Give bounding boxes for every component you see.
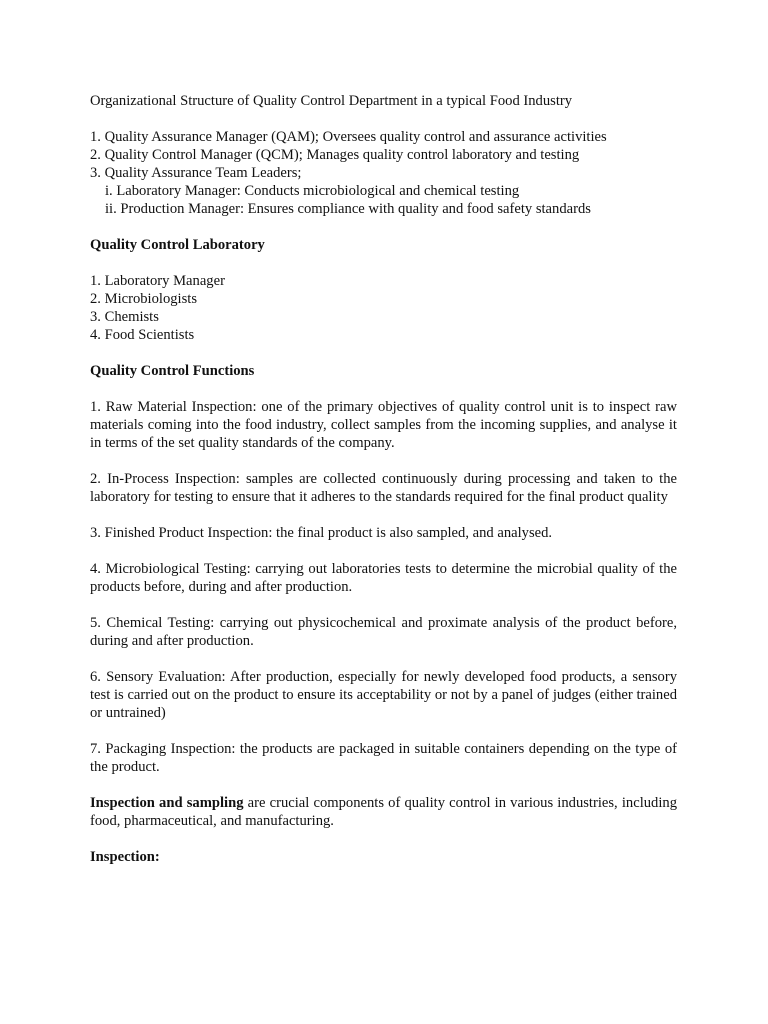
sub-list-item: ii. Production Manager: Ensures compliance with quality and food safety standards [105,201,591,217]
inspection-sampling-text: are crucial components of quality control in various industries, including food, pharmaceutical, and manufacturing. [90,795,677,829]
lab-list [90,272,677,344]
list-item: 4. Food Scientists [90,327,195,343]
list-item: 3. Quality Assurance Team Leaders; [90,165,302,181]
lab-heading: Quality Control Laboratory [90,237,265,253]
function-paragraph: 7. Packaging Inspection: the products are packaged in suitable containers depending on the type of the product. [90,741,677,775]
list-item: 3. Chemists [90,309,159,325]
org-structure-list [90,128,677,218]
list-item: 1. Quality Assurance Manager (QAM); Oversees quality control and assurance activities [90,129,607,145]
document-title: Organizational Structure of Quality Control Department in a typical Food Industry [90,93,573,109]
document-page [90,92,677,884]
function-paragraph: 1. Raw Material Inspection: one of the primary objectives of quality control unit is to inspect raw materials coming into the food industry, collect samples from the incoming supplies, and analyse it in terms of the set quality standards of the company. [90,399,677,451]
functions-heading: Quality Control Functions [90,363,255,379]
sub-list-item: i. Laboratory Manager: Conducts microbiological and chemical testing [105,183,520,199]
list-item: 1. Laboratory Manager [90,273,225,289]
list-item: 2. Quality Control Manager (QCM); Manages quality control laboratory and testing [90,147,580,163]
function-paragraph: 2. In-Process Inspection: samples are collected continuously during processing and taken to the laboratory for testing to ensure that it adheres to the standards required for the final product quality [90,471,677,505]
function-paragraph: 6. Sensory Evaluation: After production, especially for newly developed food products, a sensory test is carried out on the product to ensure its acceptability or not by a panel of judges (either trained or untrained) [90,669,677,721]
function-paragraph: 4. Microbiological Testing: carrying out laboratories tests to determine the microbial quality of the products before, during and after production. [90,561,677,595]
inspection-sampling-paragraph [90,794,677,830]
function-paragraph: 3. Finished Product Inspection: the final product is also sampled, and analysed. [90,525,553,541]
functions-list [90,398,677,776]
inspection-sampling-bold: Inspection and sampling [90,795,244,811]
inspection-heading: Inspection: [90,849,160,865]
list-item: 2. Microbiologists [90,291,198,307]
function-paragraph: 5. Chemical Testing: carrying out physicochemical and proximate analysis of the product before, during and after production. [90,615,677,649]
